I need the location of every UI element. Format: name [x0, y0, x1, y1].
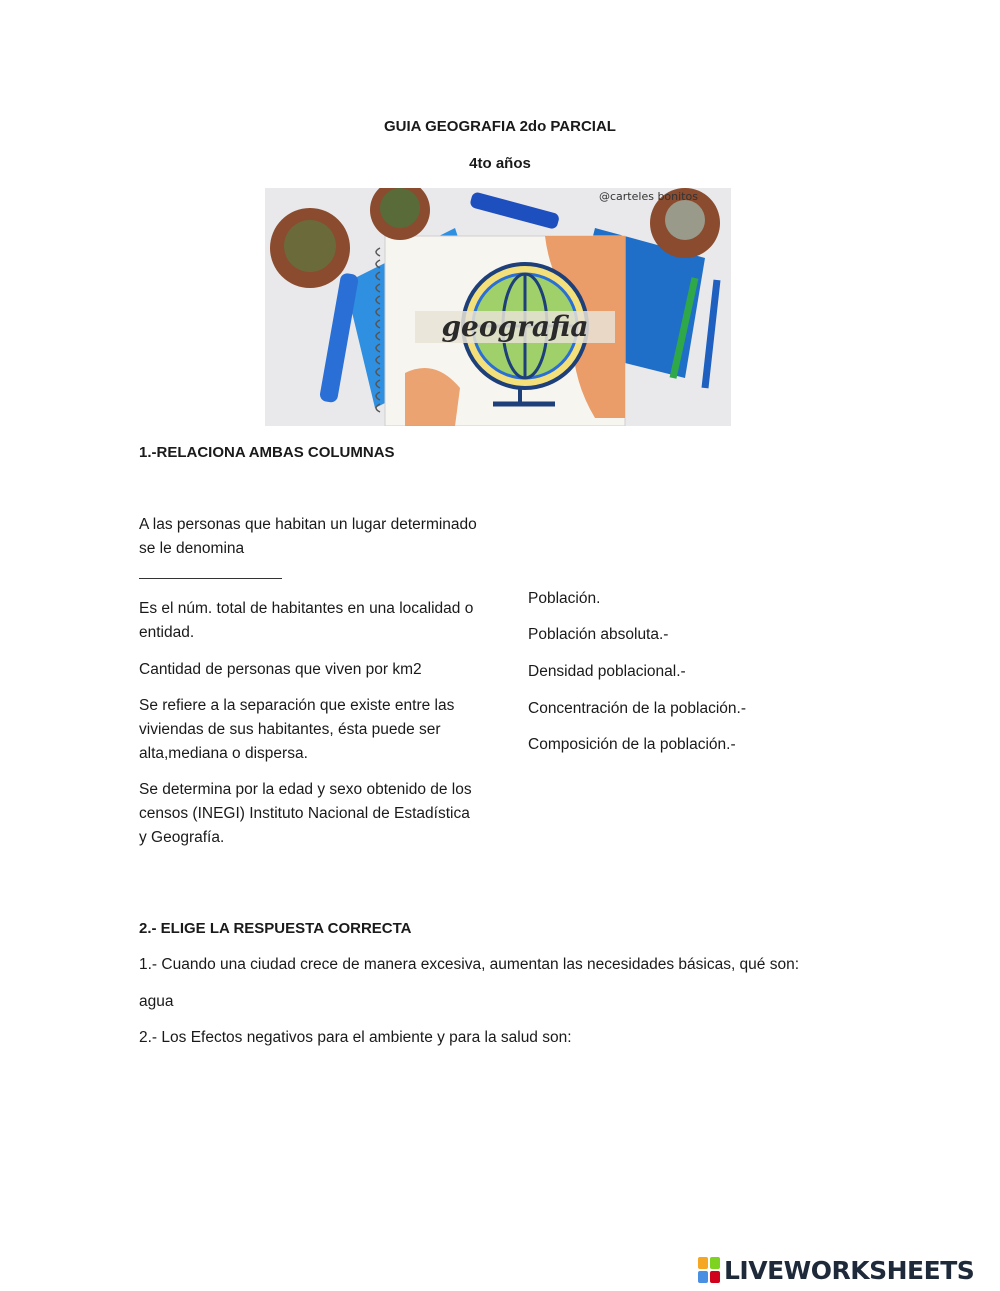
cover-lettering: geografia — [441, 310, 589, 343]
right-item-2[interactable]: Población absoluta.- — [528, 626, 669, 643]
left-item-5: Se determina por la edad y sexo obtenido de los censos (INEGI) Instituto Nacional de Estadística y Geografía. — [139, 781, 472, 846]
right-item-1[interactable]: Población. — [528, 590, 601, 607]
liveworksheets-logo — [698, 1255, 974, 1285]
right-item-5[interactable]: Composición de la población.- — [528, 736, 736, 753]
section2-heading: 2.- ELIGE LA RESPUESTA CORRECTA — [139, 920, 412, 937]
document-subtitle: 4to años — [469, 155, 531, 172]
left-item-3: Cantidad de personas que viven por km2 — [139, 661, 422, 678]
logo-square-2 — [710, 1257, 720, 1269]
left-item-4: Se refiere a la separación que existe entre las viviendas de sus habitantes, ésta puede ser alta,mediana o dispersa. — [139, 697, 455, 762]
left-item-1: A las personas que habitan un lugar determinado se le denomina — [139, 516, 477, 557]
logo-square-3 — [698, 1271, 708, 1283]
left-item-2: Es el núm. total de habitantes en una localidad o entidad. — [139, 600, 474, 641]
logo-square-4 — [710, 1271, 720, 1283]
liveworksheets-logo-icon — [698, 1257, 720, 1283]
question-1: 1.- Cuando una ciudad crece de manera excesiva, aumentan las necesidades básicas, qué son: — [139, 956, 800, 973]
geography-cover-image — [265, 188, 731, 426]
right-item-3[interactable]: Densidad poblacional.- — [528, 663, 686, 680]
section1-heading: 1.-RELACIONA AMBAS COLUMNAS — [139, 444, 395, 461]
liveworksheets-logo-text: LIVEWORKSHEETS — [724, 1255, 975, 1285]
answer-blank-line[interactable] — [139, 578, 282, 579]
cover-handle: @carteles bonitos — [599, 190, 698, 203]
logo-square-1 — [698, 1257, 708, 1269]
question-1-answer[interactable]: agua — [139, 993, 174, 1010]
question-2: 2.- Los Efectos negativos para el ambiente y para la salud son: — [139, 1029, 572, 1046]
right-item-4[interactable]: Concentración de la población.- — [528, 700, 746, 717]
document-title: GUIA GEOGRAFIA 2do PARCIAL — [384, 118, 616, 135]
